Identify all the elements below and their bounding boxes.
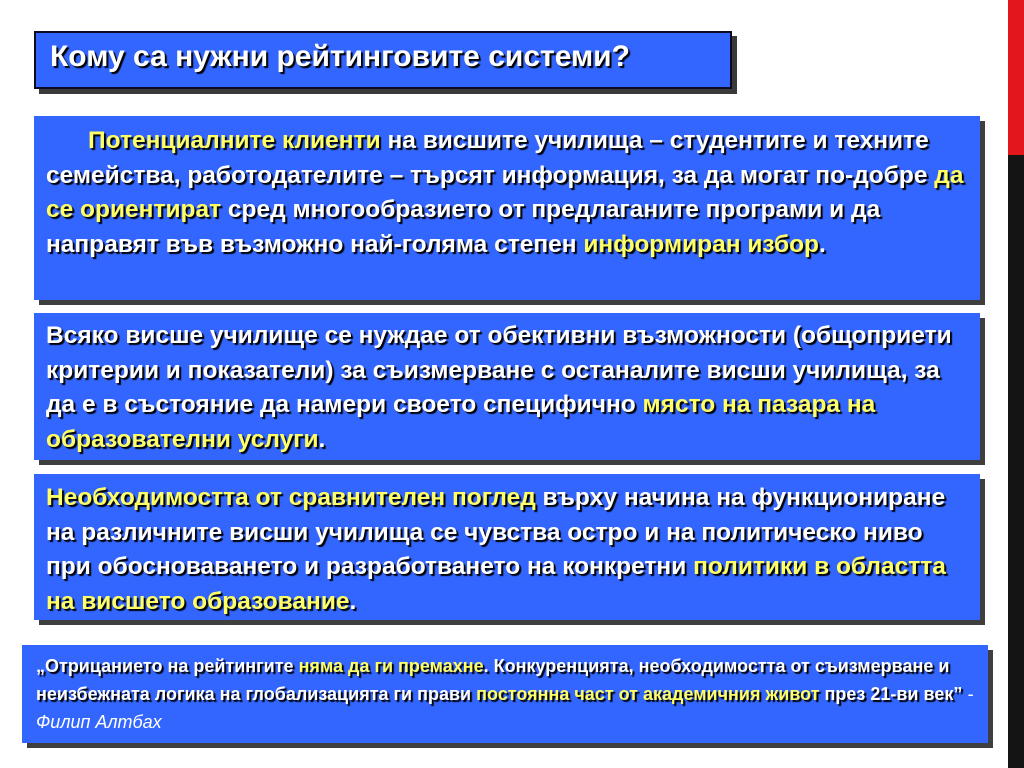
highlight-orientation: да се ориентират [46,161,964,223]
paragraph-each-university [46,319,970,457]
paragraph-potential-clients [46,124,970,262]
side-accent-bar-red [1008,0,1024,155]
highlight-comparative-view: Необходимостта от сравнителен поглед [46,484,536,511]
text-segment: . Конкуренцията, необходимостта от съизмерване и неизбежната логика на глобализацията ги прави [36,656,950,704]
quote-author: - Филип Алтбах [36,684,974,732]
highlight-will-not-remove: няма да ги премахне [298,656,484,676]
highlight-academic-life: постоянна част от академичния живот [476,684,820,704]
text-segment: сред многообразието от предлаганите програми и да направят във възможно най-голяма степен [46,196,881,258]
title-box [34,31,732,89]
text-segment: . [819,230,826,258]
text-box-potential-clients [34,116,980,300]
text-box-comparative-view [34,474,980,620]
text-segment: . [318,425,326,453]
text-segment: през 21-ви век” [819,684,963,704]
quote-paragraph [36,652,978,736]
highlight-potential-clients: Потенциалните клиенти [88,127,381,154]
highlight-higher-education-policies: политики в областта на висшето образование [46,553,946,615]
slide-title: Кому са нужни рейтинговите системи? [50,40,630,73]
text-box-each-university [34,313,980,460]
text-segment: на висшите училища – студентите и техните семейства, работодателите – търсят информация, за да могат по-добре [46,127,935,189]
text-segment: върху начина на функциониране на различните висши училища се чувства остро и на политическо ниво при обосноваването и разработването на конкретни [46,484,946,580]
text-segment: Всяко висше училище се нуждае от обективни възможности (общоприети критерии и показатели) за съизмерване с останалите висши училища, за да е в състояние да намери своето специфично [46,322,952,418]
paragraph-comparative-view [46,481,970,619]
quote-box [22,645,988,743]
side-accent-bar-black [1008,155,1024,768]
highlight-informed-choice: информиран избор [583,230,820,258]
text-segment: . [349,587,357,615]
highlight-market-place: място на пазара на образователни услуги [46,391,876,453]
text-segment: „Отрицанието на рейтингите [36,656,299,676]
